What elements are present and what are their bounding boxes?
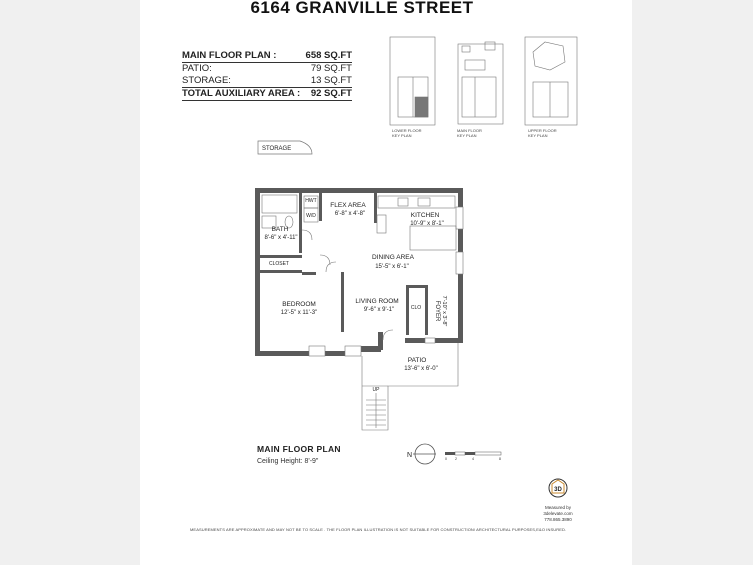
foyer-dim: 7'-10" x 3'-8" <box>441 295 447 327</box>
total-area-label: TOTAL AUXILIARY AREA : <box>182 88 301 99</box>
dining-name: DINING AREA <box>372 254 414 261</box>
kitchen-counter <box>378 196 455 208</box>
kitchen-island <box>410 226 456 250</box>
kitchen-name: KITCHEN <box>410 212 440 219</box>
patio-area-label: PATIO: <box>182 63 212 74</box>
bedroom-dim: 12'-5" x 11'-3" <box>280 310 318 316</box>
kitchen-sink <box>398 198 408 206</box>
door-swing-3 <box>320 255 330 265</box>
flex-area-dim: 6'-8" x 4'-8" <box>334 211 366 217</box>
bathtub <box>262 195 297 213</box>
scale-label-4: 4 <box>472 457 474 461</box>
door-swing-4 <box>383 330 393 340</box>
closet-label: CLOSET <box>268 261 290 267</box>
north-label: N <box>407 452 413 459</box>
disclaimer: MEASUREMENTS ARE APPROXIMATE AND MAY NOT BE TO SCALE . THE FLOOR PLAN ILLUSTRATION IS NOT SUITABLE FOR CONSTRUCTION/ ARCHITECTURAL PURPOSES,E&O INSURED. <box>190 527 567 532</box>
scale-bar <box>445 452 501 461</box>
page-title: 6164 GRANVILLE STREET <box>250 0 474 17</box>
storage-area-label: STORAGE: <box>182 75 231 86</box>
kitchen-dim: 10'-9" x 8'-1" <box>410 221 444 227</box>
storage-label: STORAGE <box>262 146 292 152</box>
fridge <box>377 215 386 233</box>
bath-name: BATH <box>271 226 289 233</box>
patio-area-value: 79 SQ.FT <box>310 63 352 74</box>
ceiling-height: Ceiling Height: 8'-9" <box>257 458 319 465</box>
storage-room <box>258 141 312 154</box>
main-key-plan-label: MAIN FLOOR KEY PLAN <box>457 128 482 138</box>
bath-dim: 8'-6" x 4'-11" <box>264 235 298 241</box>
door-swing-1 <box>326 262 336 272</box>
north-arrow <box>407 444 436 464</box>
foyer-name: FOYER <box>434 300 440 322</box>
living-dim: 9'-6" x 9'-1" <box>363 307 395 313</box>
website-text: 3delevate.com <box>543 511 573 516</box>
hwt-label: HWT <box>305 198 317 204</box>
scale-label-2: 2 <box>455 457 457 461</box>
patio-name: PATIO <box>407 357 427 364</box>
stove <box>418 198 430 206</box>
up-label: UP <box>372 387 380 393</box>
wd-label: W/D <box>306 213 316 219</box>
stairs <box>366 393 386 428</box>
upper-key-plan-label: UPPER FLOOR KEY PLAN <box>528 128 557 138</box>
clo-label: CLO <box>410 305 422 311</box>
plan-title: MAIN FLOOR PLAN <box>257 444 341 454</box>
dining-dim: 15'-5" x 6'-1" <box>375 264 409 270</box>
storage-area-value: 13 SQ.FT <box>310 75 352 86</box>
scale-label-0: 0 <box>445 457 447 461</box>
total-area-value: 92 SQ.FT <box>310 88 352 99</box>
bedroom-name: BEDROOM <box>282 301 316 308</box>
living-name: LIVING ROOM <box>355 298 399 305</box>
svg-text:3D: 3D <box>554 487 562 493</box>
phone-text: 778.865.3890 <box>544 517 572 522</box>
main-floor-label: MAIN FLOOR PLAN : <box>182 50 277 61</box>
flex-area-name: FLEX AREA <box>330 202 366 209</box>
company-logo <box>549 479 567 497</box>
scale-label-8: 8 <box>499 457 501 461</box>
measured-by-text: Measured by <box>544 505 571 510</box>
patio-dim: 13'-6" x 6'-0" <box>404 366 438 372</box>
measured-by-block <box>538 505 578 523</box>
door-swing-2 <box>302 230 312 240</box>
main-floor-value: 658 SQ.FT <box>305 50 352 61</box>
lower-key-plan-label: LOWER FLOOR KEY PLAN <box>392 128 422 138</box>
